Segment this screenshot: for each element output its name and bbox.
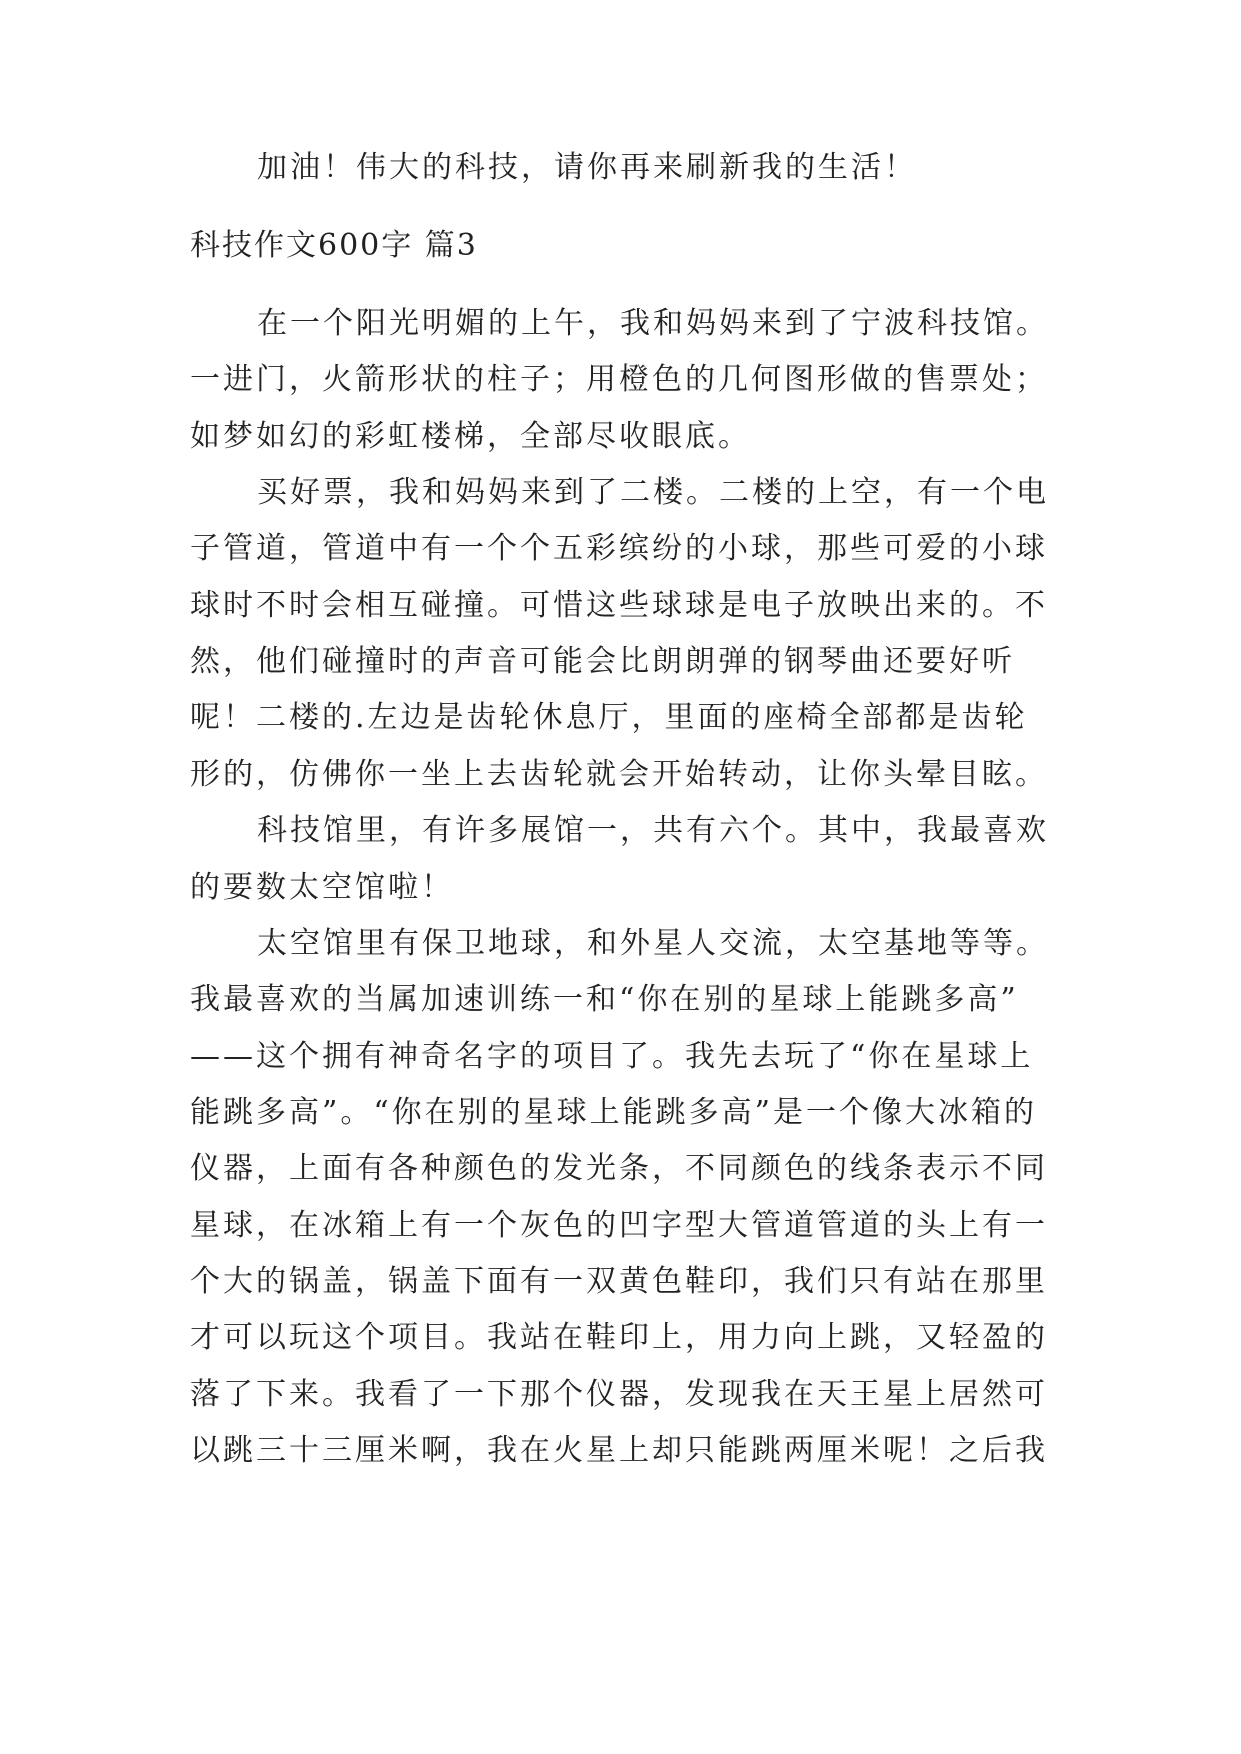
text-line: 仪器，上面有各种颜色的发光条，不同颜色的线条表示不同 xyxy=(190,1151,1048,1186)
closing-line: 加油！伟大的科技，请你再来刷新我的生活！ xyxy=(257,150,917,185)
section-title: 科技作文600字 篇3 xyxy=(190,228,478,263)
text-line: 呢！二楼的.左边是齿轮休息厅，里面的座椅全部都是齿轮 xyxy=(190,700,1028,735)
text-line: 买好票，我和妈妈来到了二楼。二楼的上空，有一个电 xyxy=(257,475,1049,510)
text-line: 子管道，管道中有一个个五彩缤纷的小球，那些可爱的小球 xyxy=(190,531,1048,566)
text-line: ——这个拥有神奇名字的项目了。我先去玩了“你在星球上 xyxy=(190,1039,1034,1074)
text-line: 才可以玩这个项目。我站在鞋印上，用力向上跳，又轻盈的 xyxy=(190,1320,1048,1355)
text-line: 星球，在冰箱上有一个灰色的凹字型大管道管道的头上有一 xyxy=(190,1208,1048,1243)
text-line: 球时不时会相互碰撞。可惜这些球球是电子放映出来的。不 xyxy=(190,588,1048,623)
text-line: 然，他们碰撞时的声音可能会比朗朗弹的钢琴曲还要好听 xyxy=(190,644,1015,679)
text-line: 太空馆里有保卫地球，和外星人交流，太空基地等等。 xyxy=(257,926,1049,961)
text-line: 我最喜欢的当属加速训练一和“你在别的星球上能跳多高” xyxy=(190,982,1019,1017)
text-line: 的要数太空馆啦！ xyxy=(190,870,454,905)
text-line: 落了下来。我看了一下那个仪器，发现我在天王星上居然可 xyxy=(190,1377,1048,1412)
text-line: 以跳三十三厘米啊，我在火星上却只能跳两厘米呢！之后我 xyxy=(190,1433,1048,1468)
text-line: 如梦如幻的彩虹楼梯，全部尽收眼底。 xyxy=(190,419,751,454)
text-line: 科技馆里，有许多展馆一，共有六个。其中，我最喜欢 xyxy=(257,813,1049,848)
text-line: 能跳多高”。“你在别的星球上能跳多高”是一个像大冰箱的 xyxy=(190,1095,1038,1130)
text-line: 个大的锅盖，锅盖下面有一双黄色鞋印，我们只有站在那里 xyxy=(190,1264,1048,1299)
text-line: 形的，仿佛你一坐上去齿轮就会开始转动，让你头晕目眩。 xyxy=(190,757,1048,792)
text-line: 一进门，火箭形状的柱子；用橙色的几何图形做的售票处； xyxy=(190,362,1048,397)
text-line: 在一个阳光明媚的上午，我和妈妈来到了宁波科技馆。 xyxy=(257,306,1049,341)
